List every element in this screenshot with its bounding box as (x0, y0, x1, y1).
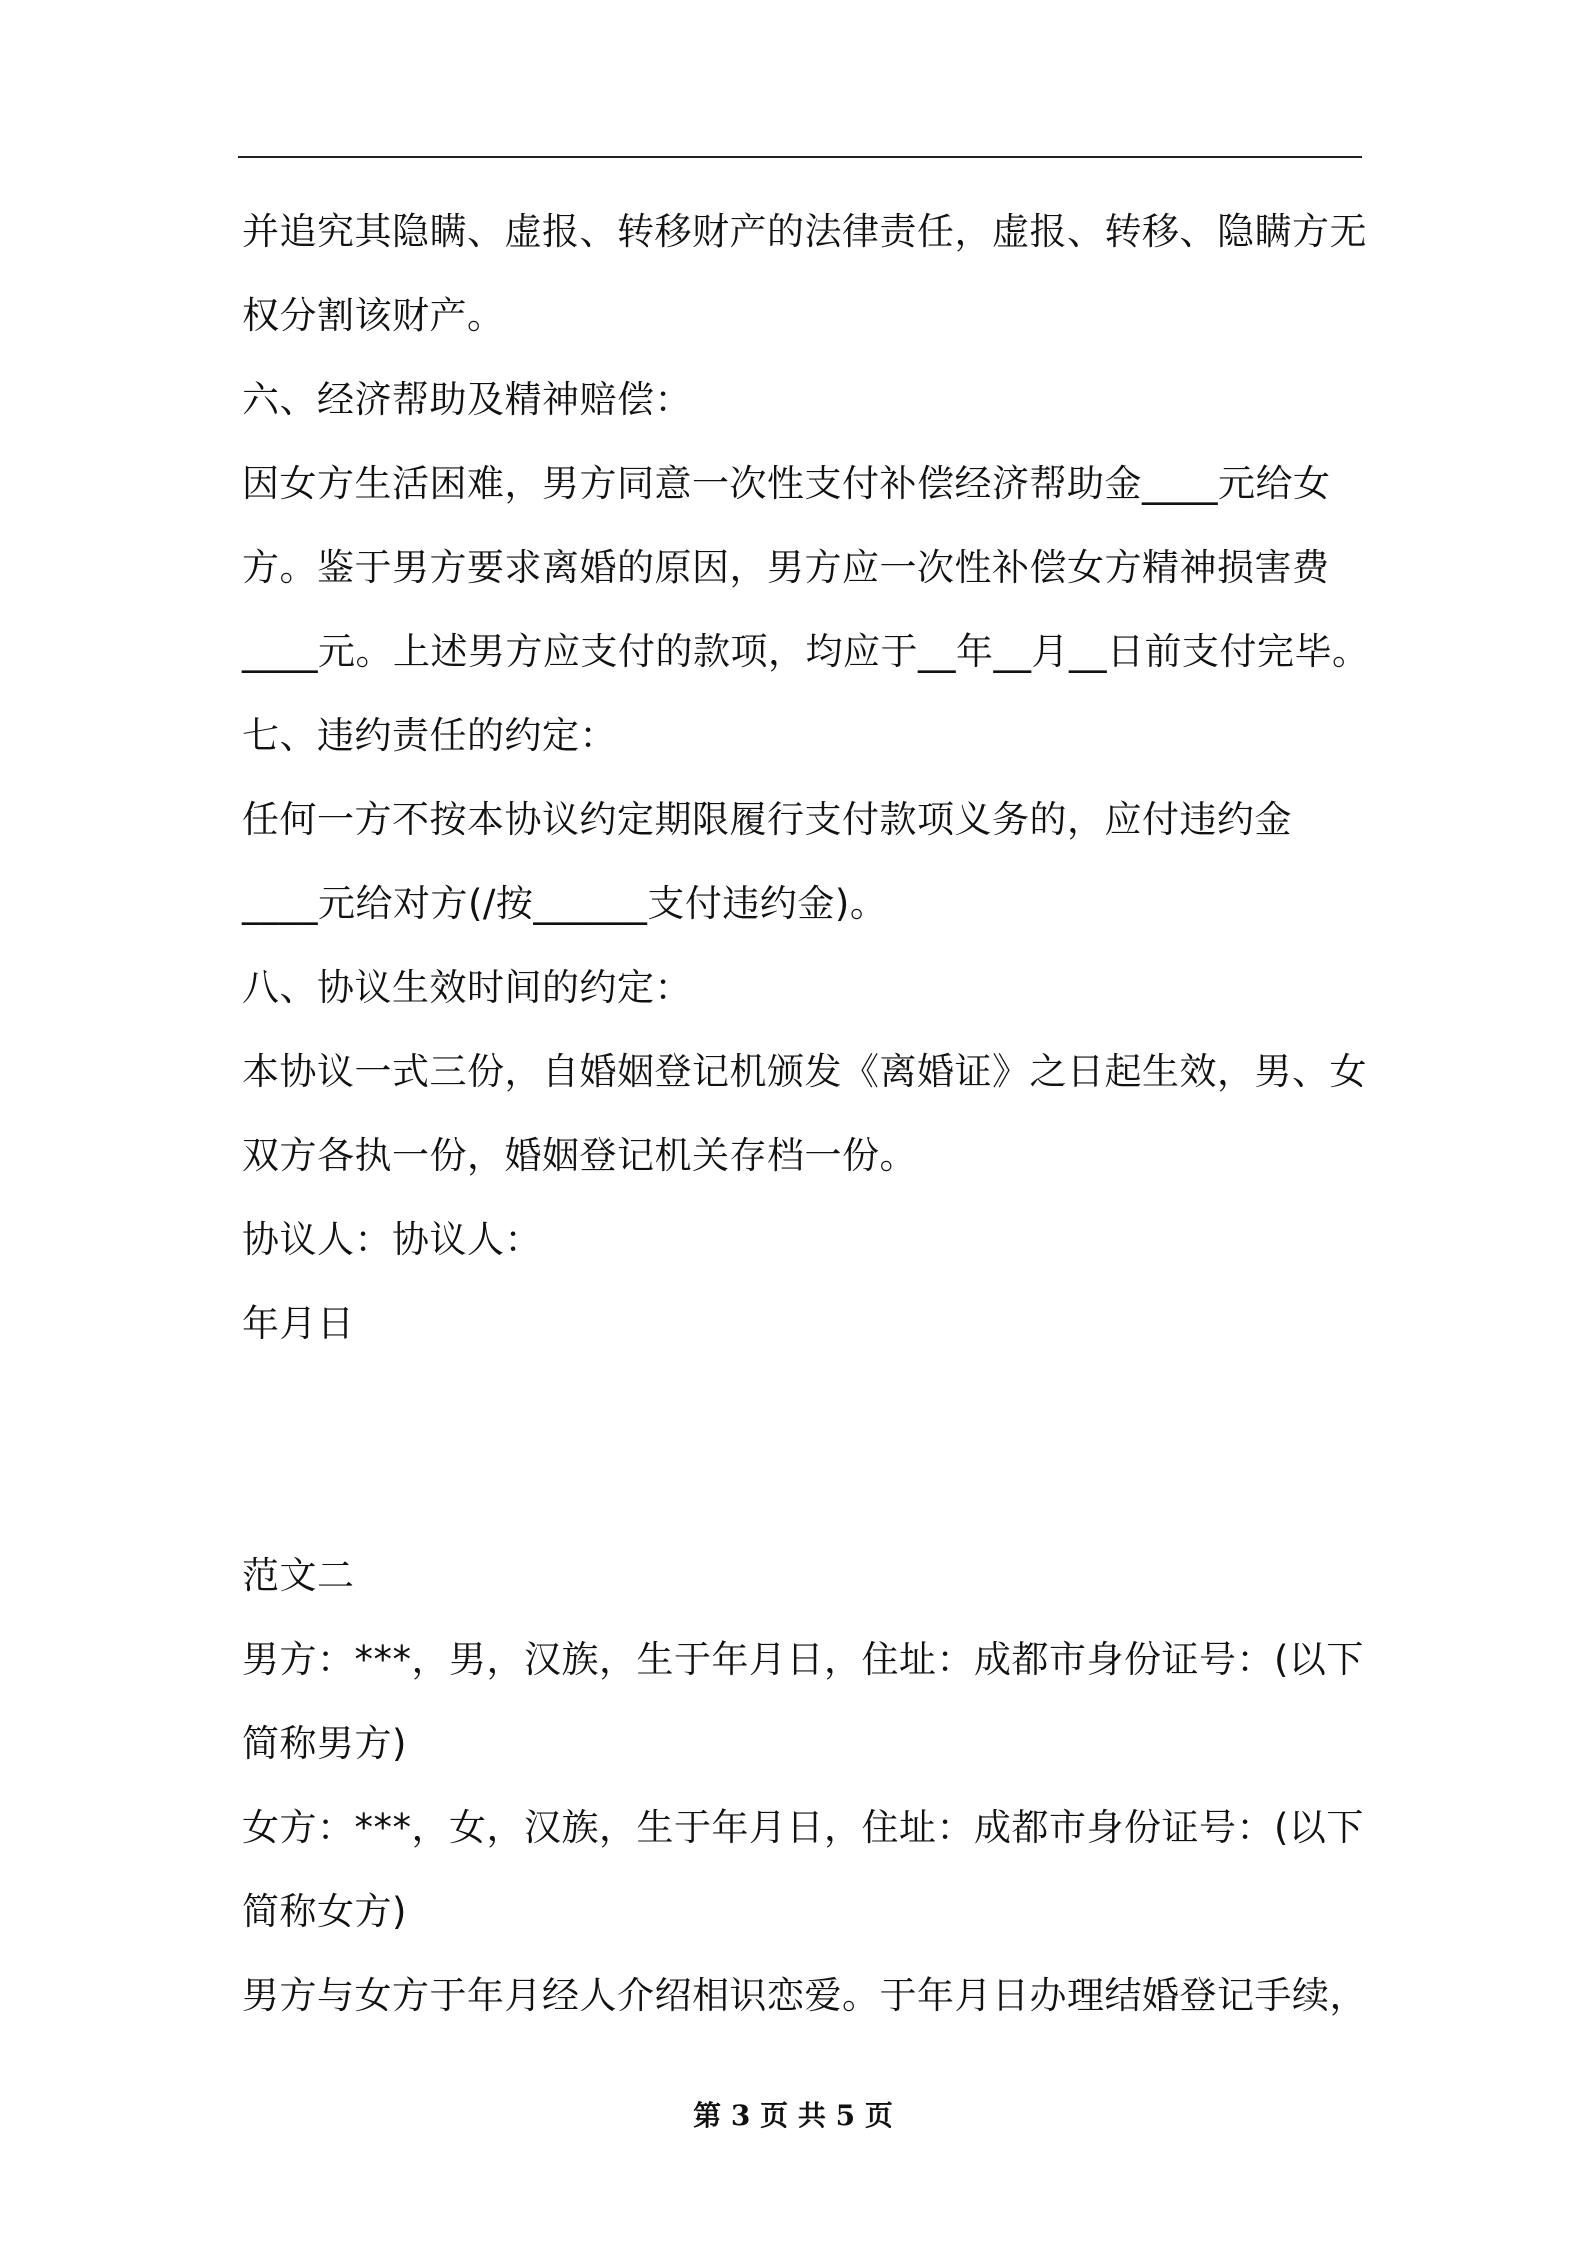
signature-line: 协议人：协议人： (242, 1218, 542, 1261)
page-number: 第 3 页 共 5 页 (693, 2099, 893, 2132)
section-heading: 八、协议生效时间的约定： (242, 966, 692, 1009)
section-heading: 六、经济帮助及精神赔偿： (242, 378, 692, 421)
text-line: 男方：***，男，汉族，生于年月日，住址：成都市身份证号：(以下 (242, 1638, 1364, 1681)
sample-title: 范文二 (242, 1554, 355, 1597)
text-line: 权分割该财产。 (242, 294, 505, 337)
text-line: 并追究其隐瞒、虚报、转移财产的法律责任，虚报、转移、隐瞒方无 (242, 210, 1367, 253)
text-line: 简称女方) (242, 1890, 407, 1933)
text-line: 女方：***，女，汉族，生于年月日，住址：成都市身份证号：(以下 (242, 1806, 1364, 1849)
text-line: 简称男方) (242, 1722, 407, 1765)
text-line: ____元。上述男方应支付的款项，均应于__年__月__日前支付完毕。 (242, 630, 1370, 673)
text-line: 方。鉴于男方要求离婚的原因，男方应一次性补偿女方精神损害费 (242, 546, 1330, 589)
document-body (242, 190, 1382, 2038)
text-line: 男方与女方于年月经人介绍相识恋爱。于年月日办理结婚登记手续， (242, 1974, 1367, 2017)
date-line: 年月日 (242, 1302, 355, 1345)
text-line: ____元给对方(/按______支付违约金)。 (242, 882, 888, 925)
text-line: 任何一方不按本协议约定期限履行支付款项义务的，应付违约金 (242, 798, 1292, 841)
header-divider (238, 156, 1362, 158)
text-line: 本协议一式三份，自婚姻登记机颁发《离婚证》之日起生效，男、女 (242, 1050, 1367, 1093)
text-line: 双方各执一份，婚姻登记机关存档一份。 (242, 1134, 917, 1177)
section-gap (242, 1366, 1382, 1534)
text-line: 因女方生活困难，男方同意一次性支付补偿经济帮助金____元给女 (242, 462, 1331, 505)
section-heading: 七、违约责任的约定： (242, 714, 617, 757)
